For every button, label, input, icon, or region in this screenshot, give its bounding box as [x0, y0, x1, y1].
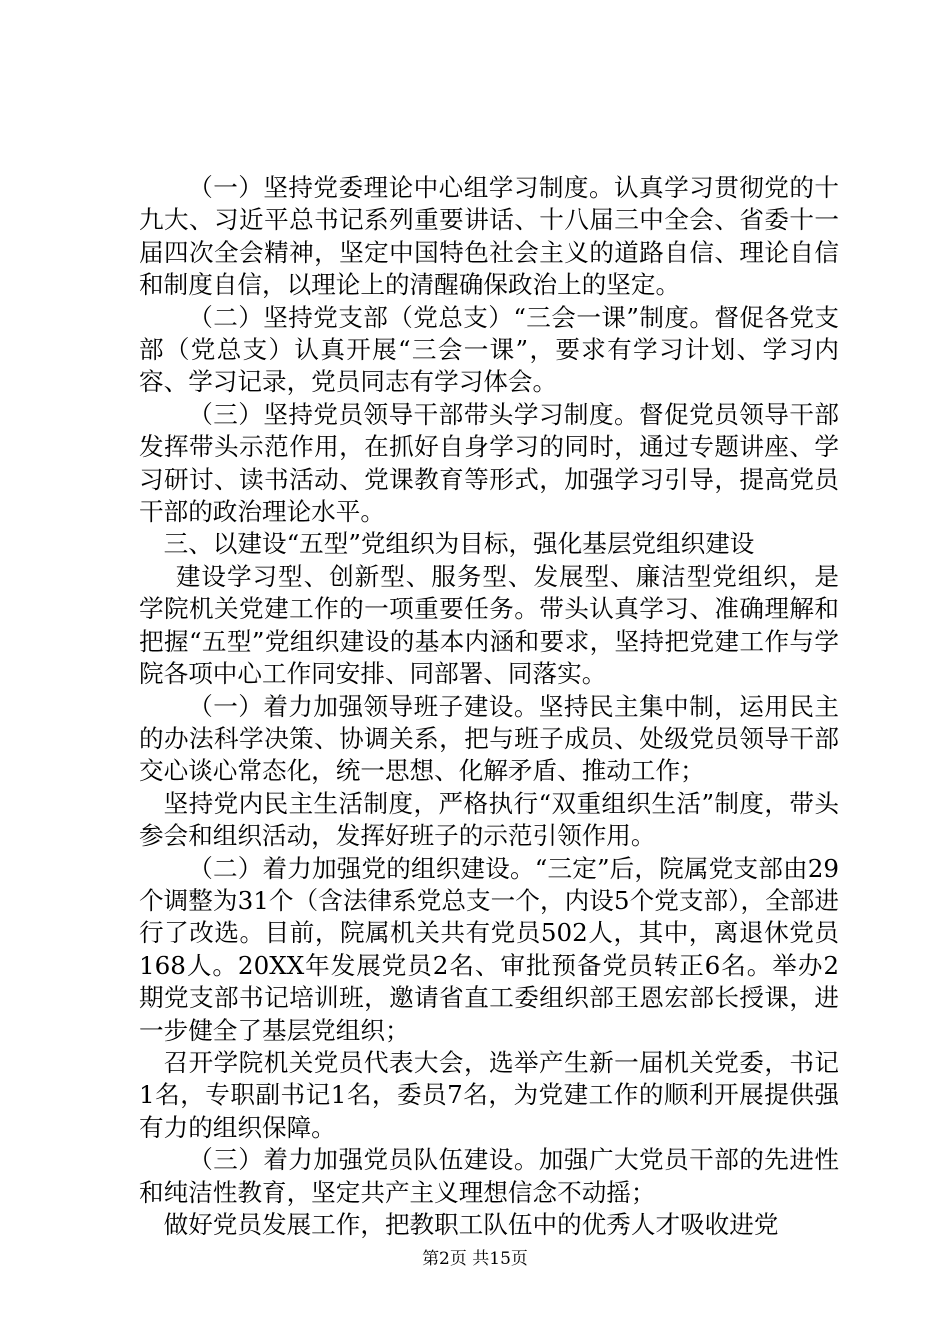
paragraph-leadership-building: （一）着力加强领导班子建设。坚持民主集中制，运用民主的办法科学决策、协调关系，把与班子成员、处级党员领导干部交心谈心常态化，统一思想、化解矛盾、推动工作； [139, 691, 839, 786]
paragraph-organization-building: （二）着力加强党的组织建设。“三定”后，院属党支部由29个调整为31个（含法律系党总支一个，内设5个党支部），全部进行了改选。目前，院属机关共有党员502人，其中，离退休党员168人。20XX年发展党员2名、审批预备党员转正6名。举办2期党支部书记培训班，邀请省直工委组织部王恩宏部长授课，进一步健全了基层党组织； [139, 853, 839, 1045]
paragraph-study-system-1: （一）坚持党委理论中心组学习制度。认真学习贯彻党的十九大、习近平总书记系列重要讲话、十八届三中全会、省委十一届四次全会精神，坚定中国特色社会主义的道路自信、理论自信和制度自信，以理论上的清醒确保政治上的坚定。 [139, 173, 839, 300]
paragraph-study-system-2: （二）坚持党支部（党总支）“三会一课”制度。督促各党支部（党总支）认真开展“三会一课”，要求有学习计划、学习内容、学习记录，党员同志有学习体会。 [139, 302, 839, 397]
paragraph-democratic-life: 坚持党内民主生活制度，严格执行“双重组织生活”制度，带头参会和组织活动，发挥好班子的示范引领作用。 [139, 788, 839, 851]
document-body [139, 172, 839, 1241]
paragraph-member-development: 做好党员发展工作，把教职工队伍中的优秀人才吸收进党 [163, 1210, 779, 1239]
section-heading-three: 三、以建设“五型”党组织为目标，强化基层党组织建设 [163, 529, 755, 559]
page-number-footer: 第2页 共15页 [422, 1249, 528, 1269]
paragraph-five-types: 建设学习型、创新型、服务型、发展型、廉洁型党组织，是学院机关党建工作的一项重要任务。带头认真学习、准确理解和把握“五型”党组织建设的基本内涵和要求，坚持把党建工作与学院各项中心工作同安排、同部署、同落实。 [139, 561, 839, 689]
paragraph-party-congress: 召开学院机关党员代表大会，选举产生新一届机关党委，书记1名，专职副书记1名，委员7名，为党建工作的顺利开展提供强有力的组织保障。 [139, 1047, 839, 1142]
paragraph-member-team-building: （三）着力加强党员队伍建设。加强广大党员干部的先进性和纯洁性教育，坚定共产主义理想信念不动摇； [139, 1145, 839, 1207]
paragraph-study-system-3: （三）坚持党员领导干部带头学习制度。督促党员领导干部发挥带头示范作用，在抓好自身学习的同时，通过专题讲座、学习研讨、读书活动、党课教育等形式，加强学习引导，提高党员干部的政治理论水平。 [139, 399, 839, 527]
